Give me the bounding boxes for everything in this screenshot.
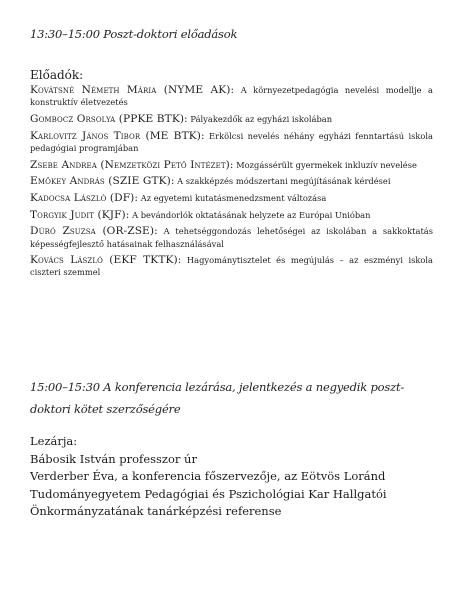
list-item <box>30 192 433 204</box>
speaker-name: Kovátsné Németh Mária (NYME AK): <box>30 84 235 96</box>
session1-heading: 13:30–15:00 Poszt-doktori előadások <box>30 27 238 41</box>
session2-heading: 15:00–15:30 A konferencia lezárása, jelentkezés a negyedik poszt-doktori kötet szerzőségére <box>30 380 405 416</box>
talk-title: A szakképzés módszertani megújításának kérdései <box>177 176 391 187</box>
speaker-name: Dúró Zsuzsa (OR-ZSE): <box>30 225 158 238</box>
closing-block <box>30 433 433 521</box>
speakers-label: Előadók: <box>30 68 84 82</box>
speaker-name: Kovács László (EKF TKTK): <box>30 254 182 267</box>
speaker-name: Torgyik Judit (KJF): <box>30 208 130 221</box>
closing-line: Verderber Éva, a konferencia főszervezője, az Eötvös Loránd <box>30 469 386 483</box>
list-item <box>30 130 433 154</box>
talk-title: A bevándorlók oktatásának helyzete az Európai Unióban <box>132 209 371 220</box>
talk-title: Hagyománytisztelet és megújulás – az eszményi iskola ciszteri szemmel <box>30 255 433 278</box>
closing-line: Tudományegyetem Pedagógiai és Pszichológiai Kar Hallgatói <box>30 486 387 501</box>
list-item <box>30 84 433 108</box>
talk-title: Pályakezdők az egyházi iskolában <box>190 113 333 124</box>
list-item <box>30 254 433 278</box>
list-item <box>30 209 433 221</box>
speaker-name: Emőkey András (SZIE GTK): <box>30 175 175 188</box>
talk-title: Mozgássérült gyermekek inkluzív nevelése <box>236 159 417 170</box>
list-item <box>30 113 433 125</box>
talk-title: A tehetséggondozás lehetőségei az iskolában a sakkoktatás képességfejlesztő hatásainak felhasználásával <box>30 226 433 249</box>
closing-line: Önkormányzatának tanárképzési referense <box>30 504 282 518</box>
speaker-name: Gombocz Orsolya (PPKE BTK): <box>30 112 188 125</box>
speaker-name: Zsebe Andrea (Nemzetközi Pető Intézet): <box>30 158 234 171</box>
list-item <box>30 225 433 249</box>
list-item <box>30 159 433 171</box>
talk-title: Az egyetemi kutatásmenedzsment változása <box>140 192 327 203</box>
closing-label: Lezárja: <box>30 434 78 448</box>
talk-title: A környezetpedagógia nevelési modellje a konstruktív életvezetés <box>30 85 433 108</box>
list-item <box>30 175 433 187</box>
closing-line: Bábosik István professzor úr <box>30 451 197 466</box>
speaker-name: Kadocsa László (DF): <box>30 191 139 204</box>
talk-list <box>30 84 433 283</box>
speaker-name: Karlovitz János Tibor (ME BTK): <box>30 129 205 142</box>
talk-title: Erkölcsi nevelés néhány egyházi fenntartású iskola pedagógiai programjában <box>30 130 434 153</box>
